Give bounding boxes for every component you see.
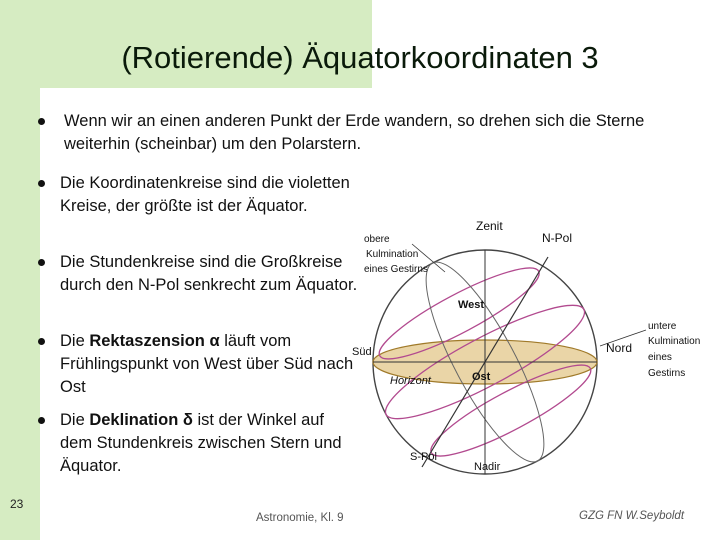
bullet-item	[60, 172, 360, 218]
bullet-item	[64, 110, 684, 156]
label-obere-3: eines Gestirns	[364, 264, 428, 275]
label-ost: Ost	[472, 371, 491, 383]
left-accent-strip	[0, 0, 40, 540]
label-west: West	[458, 299, 485, 311]
bullet-text	[64, 112, 644, 153]
label-untere-4: Gestirns	[648, 368, 686, 379]
bullet-text	[60, 174, 350, 215]
bullet-text	[60, 253, 357, 294]
bullet-segment: Die	[60, 332, 90, 350]
footer-author: GZG FN W.Seyboldt	[579, 510, 685, 522]
bullet-item	[60, 251, 360, 297]
bullet-dot-icon	[38, 180, 45, 187]
page-number: 23	[10, 497, 24, 511]
bullet-text	[60, 332, 353, 396]
bullet-dot-icon	[38, 338, 45, 345]
bullet-segment: Die	[60, 411, 90, 429]
label-untere-2: Kulmination	[648, 336, 701, 347]
slide-title: (Rotierende) Äquatorkoordinaten 3	[121, 40, 599, 75]
bullet-text	[60, 411, 342, 475]
label-nord: Nord	[606, 341, 633, 355]
bullet-dot-icon	[38, 259, 45, 266]
label-untere-3: eines	[648, 352, 672, 363]
label-n-pol: N-Pol	[542, 231, 573, 245]
bullet-dot-icon	[38, 118, 45, 125]
label-obere-2: Kulmination	[366, 249, 419, 260]
label-untere-1: untere	[648, 321, 677, 332]
label-obere-1: obere	[364, 234, 390, 245]
celestial-sphere-diagram	[350, 212, 720, 482]
bullet-segment: ist der Winkel auf dem Stundenkreis zwischen Stern und Äquator.	[60, 411, 342, 475]
bullet-segment: Die Stundenkreise sind die Großkreise durch den N-Pol senkrecht zum Äquator.	[60, 253, 358, 294]
label-zenit: Zenit	[476, 219, 503, 233]
bullet-segment: Die Koordinatenkreise sind die violetten Kreise, der größte ist der Äquator.	[60, 174, 350, 215]
label-horizont: Horizont	[390, 375, 431, 387]
bullet-item	[60, 330, 360, 399]
bullet-segment: läuft vom Frühlingspunkt von West über Süd nach Ost	[60, 332, 354, 396]
label-nadir: Nadir	[474, 461, 501, 473]
bullet-item	[60, 409, 360, 478]
footer-course: Astronomie, Kl. 9	[256, 512, 344, 524]
bullet-term: Rektaszension α	[89, 332, 220, 350]
bullet-term: Deklination δ	[89, 411, 193, 429]
bullet-segment: Wenn wir an einen anderen Punkt der Erde wandern, so drehen sich die Sterne weiterhin (scheinbar) um den Polarstern.	[64, 112, 645, 153]
label-s-pol: S-Pol	[410, 451, 437, 463]
bullet-dot-icon	[38, 417, 45, 424]
label-sued: Süd	[352, 346, 372, 358]
